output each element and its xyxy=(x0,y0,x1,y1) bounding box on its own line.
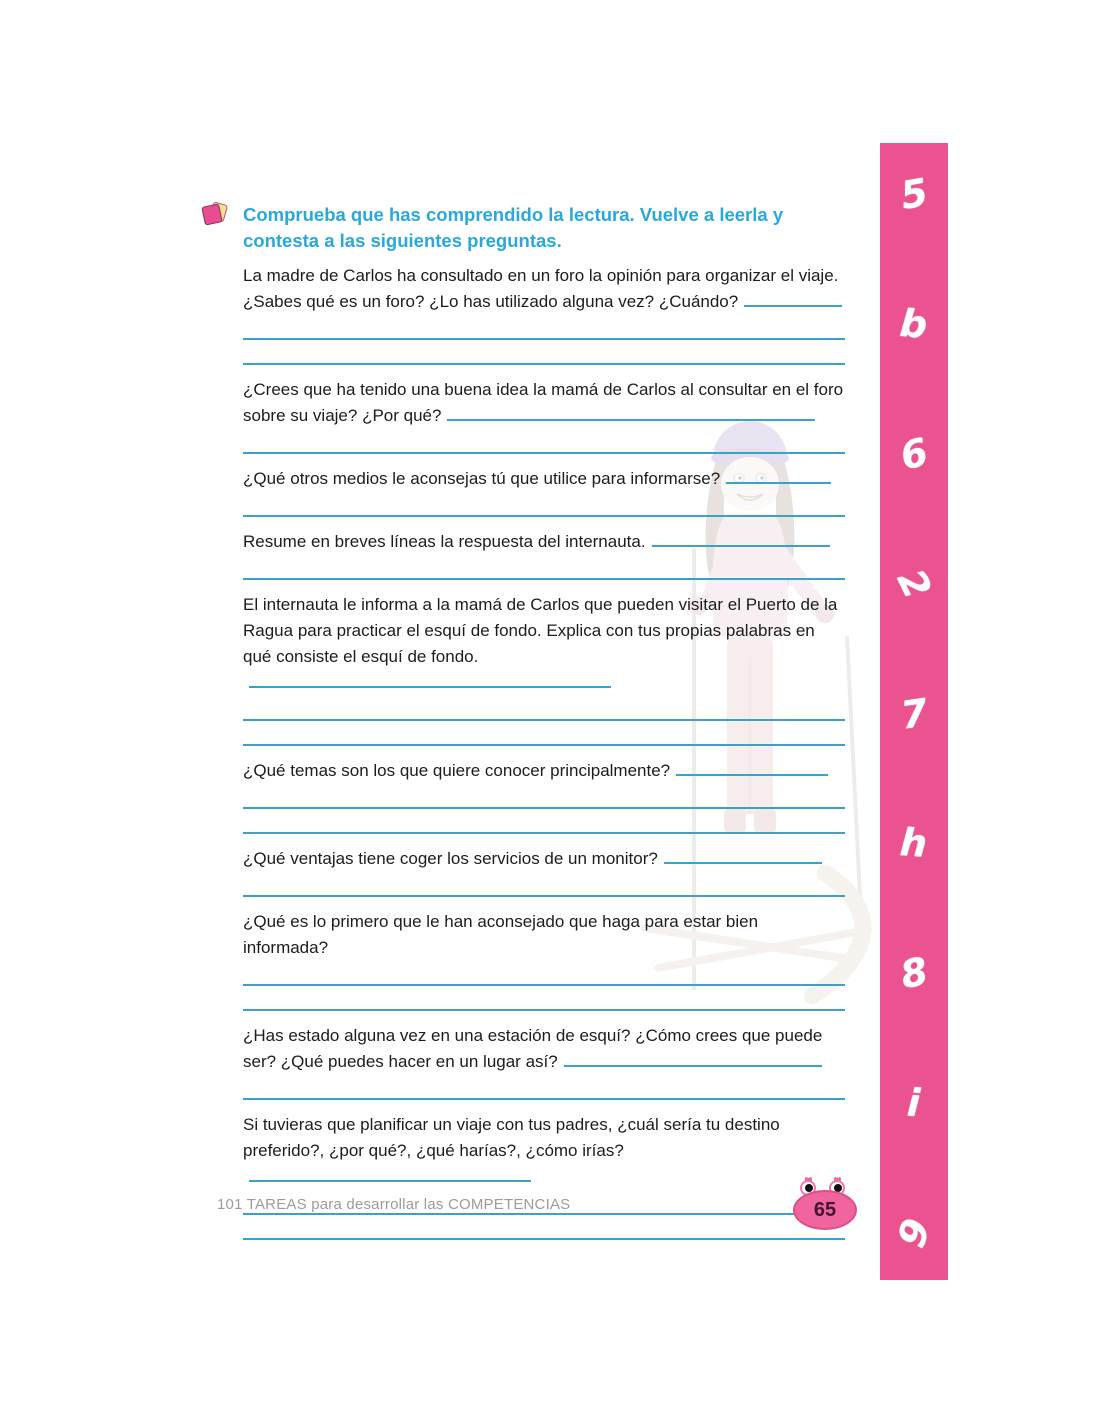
answer-line-inline xyxy=(249,675,611,688)
answer-line-inline xyxy=(447,408,815,421)
creature-numeral-8-icon: 8 xyxy=(896,948,932,998)
answer-line xyxy=(243,696,845,721)
answer-line xyxy=(243,492,845,517)
chapter-tab-sidebar xyxy=(880,143,948,1280)
creature-numeral-6-icon: 6 xyxy=(895,429,933,479)
page-number: 65 xyxy=(813,1198,837,1221)
question-block-4 xyxy=(243,529,845,580)
question-block-5 xyxy=(243,592,845,746)
instruction-heading-row xyxy=(243,202,845,254)
question-text: ¿Qué temas son los que quiere conocer principalmente? xyxy=(243,758,845,784)
question-text: ¿Qué otros medios le aconsejas tú que utilice para informarse? xyxy=(243,466,845,492)
answer-line-inline xyxy=(676,763,828,776)
question-text: ¿Crees que ha tenido una buena idea la mamá de Carlos al consultar en el foro sobre su viaje? ¿Por qué? xyxy=(243,380,844,425)
answer-line xyxy=(243,784,845,809)
answer-line xyxy=(243,1215,845,1240)
question-block-7 xyxy=(243,846,845,897)
answer-line xyxy=(243,986,845,1011)
question-text: Resume en breves líneas la respuesta del internauta. xyxy=(243,529,845,555)
question-block-9 xyxy=(243,1023,845,1100)
creature-letter-b-icon: b xyxy=(898,300,930,347)
creature-letter-i-icon: i xyxy=(906,1080,922,1126)
answer-line xyxy=(243,809,845,834)
instruction-heading: Comprueba que has comprendido la lectura. Vuelve a leerla y contesta a las siguientes preguntas. xyxy=(243,204,784,251)
question-block-6 xyxy=(243,758,845,834)
answer-line xyxy=(243,1075,845,1100)
question-block-1 xyxy=(243,263,845,365)
question-block-2 xyxy=(243,377,845,454)
book-footer-title: 101 TAREAS para desarrollar las COMPETENCIAS xyxy=(217,1196,571,1213)
question-text: ¿Qué es lo primero que le han aconsejado que haga para estar bien informada? xyxy=(243,912,759,957)
question-text: La madre de Carlos ha consultado en un foro la opinión para organizar el viaje. ¿Sabes qué es un foro? ¿Lo has utilizado alguna vez? ¿Cuándo? xyxy=(243,263,845,315)
answer-line-inline xyxy=(564,1054,822,1067)
frog-icon xyxy=(793,1180,859,1230)
answer-line xyxy=(243,721,845,746)
answer-line xyxy=(243,872,845,897)
creature-numeral-5-icon: 5 xyxy=(897,170,931,218)
answer-line-inline xyxy=(664,851,822,864)
creature-numeral-2-icon: 2 xyxy=(888,562,940,606)
exercise-content xyxy=(243,202,845,1252)
creature-numeral-9-icon: 9 xyxy=(888,1213,940,1253)
question-block-3 xyxy=(243,466,845,517)
question-text: ¿Has estado alguna vez en una estación de esquí? ¿Cómo crees que puede ser? ¿Qué puedes hacer en un lugar así? xyxy=(243,1026,823,1071)
answer-line xyxy=(243,961,845,986)
answer-line xyxy=(243,429,845,454)
creature-letter-h-icon: h xyxy=(898,820,930,867)
book-icon xyxy=(203,203,231,229)
creature-numeral-7-icon: 7 xyxy=(897,689,931,738)
question-text: El internauta le informa a la mamá de Carlos que pueden visitar el Puerto de la Ragua para practicar el esquí de fondo. Explica con tus propias palabras en qué consiste el esquí de fondo. xyxy=(243,592,845,696)
answer-line xyxy=(243,555,845,580)
question-block-8 xyxy=(243,909,845,1011)
answer-line-inline xyxy=(726,471,831,484)
question-text: ¿Qué ventajas tiene coger los servicios de un monitor? xyxy=(243,846,845,872)
answer-line xyxy=(243,315,845,340)
answer-line-inline xyxy=(652,534,830,547)
question-text: Si tuvieras que planificar un viaje con tus padres, ¿cuál sería tu destino preferido?, ¿por qué?, ¿qué harías?, ¿cómo irías? xyxy=(243,1112,845,1190)
question-block-10 xyxy=(243,1112,845,1240)
answer-line-inline xyxy=(744,294,842,307)
answer-line xyxy=(243,340,845,365)
answer-line-inline xyxy=(249,1169,531,1182)
